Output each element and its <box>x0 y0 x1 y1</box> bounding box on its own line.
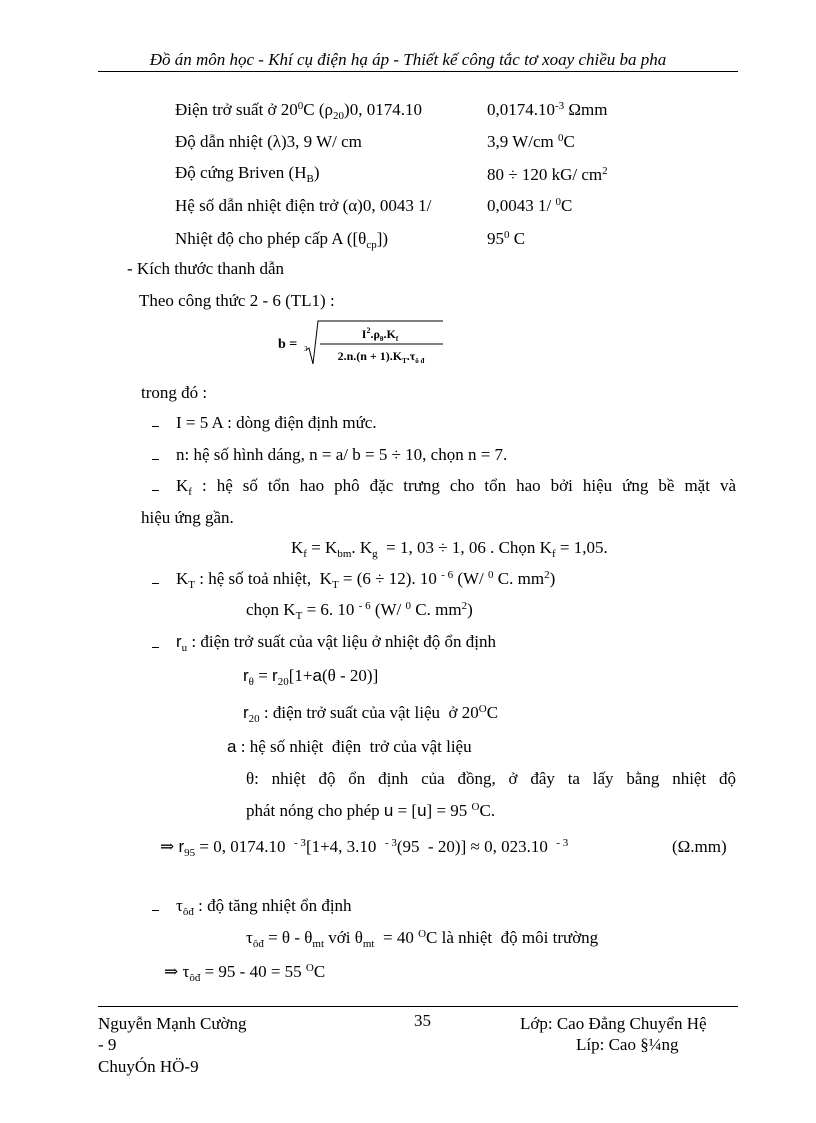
prop-label-conductivity: Độ dẫn nhiệt (λ)3, 9 W/ cm <box>175 132 362 151</box>
prop-value-temp-coeff: 0,0043 1/ $^0$C <box>487 196 573 215</box>
bullet-dash <box>152 426 159 427</box>
item-tau: $\tau_{ôđ}$ : độ tăng nhiệt ổn định <box>176 896 352 918</box>
bullet-dash <box>152 910 159 911</box>
formula-intro: Theo công thức 2 - 6 (TL1) : <box>139 291 335 310</box>
item-kf-line1: $K_f$ : hệ số tổn hao phô đặc trưng cho tổn hao bởi hiệu ứng bề mặt và <box>176 476 736 498</box>
item-kf-eq: $K_f = K_{bm}$. $K_g = 1$, 03 ÷ 1, 06 . Chọn $K_f = 1,05$. <box>291 538 608 560</box>
item-shape-factor: n: hệ số hình dáng, n = a/ b = 5 ÷ 10, chọn n = 7. <box>176 445 508 464</box>
item-r20: $r_{20}$ : điện trở suất của vật liệu ở $20^OC$ <box>243 703 499 725</box>
svg-text:2.n.(n + 1).KT.τô đ: $2.n.(n + 1).K_T.\tau_{ô đ}$ <box>337 349 425 365</box>
item-kf-line2: hiệu ứng gần. <box>141 508 234 527</box>
page-header: Đồ án môn học - Khí cụ điện hạ áp - Thiết kế công tắc tơ xoay chiều ba pha <box>149 50 667 69</box>
formula-b <box>278 318 448 368</box>
bullet-dash <box>152 490 159 491</box>
item-theta-line2: phát nóng cho phép u = [u] = 95 $^O$C. <box>246 801 496 820</box>
prop-value-conductivity: 3,9 W/cm $^0$C <box>487 132 575 151</box>
item-current: I = 5 A : dòng điện định mức. <box>176 413 377 432</box>
footer-author-line1: Nguyễn Mạnh Cường <box>98 1014 247 1033</box>
where-label: trong đó : <box>141 383 208 402</box>
prop-value-hardness: 80 ÷ 120 kG/ $cm^2$ <box>487 165 608 184</box>
prop-label-allowed-temp: Nhiệt độ cho phép cấp A $([\theta_{cp}])$ <box>175 229 389 251</box>
footer-rule <box>98 1006 738 1007</box>
header-rule <box>98 71 738 72</box>
footer-author-line3: ChuyÓn HÖ-9 <box>98 1057 199 1076</box>
prop-value-resistivity: $0,0174.10^{-3}$ Ωmm <box>487 100 608 119</box>
prop-label-hardness: Độ cứng Briven $(H_B)$ <box>175 163 320 185</box>
page-number: 35 <box>414 1011 431 1030</box>
item-rtheta: $r_\theta = r_{20}[1+a(\theta - 20)]$ <box>243 666 379 688</box>
prop-label-temp-coeff: Hệ số dẫn nhiệt điện trở (α)0, 0043 1/ <box>175 196 432 215</box>
footer-class-line1: Lớp: Cao Đẳng Chuyển Hệ <box>520 1014 707 1033</box>
prop-value-allowed-temp: $95^0$ C <box>487 229 526 248</box>
prop-label-resistivity: Điện trở suất ở $20^0C$ $(\rho_{20})0$, 0174.10 <box>175 100 422 122</box>
bullet-dash <box>152 647 159 648</box>
item-r95-unit: (Ω.mm) <box>672 837 727 856</box>
item-tau-result: ⇒ $\tau_{ôđ} = 95 - 40 = 55$ $^O$C <box>164 962 326 984</box>
svg-text:3: 3 <box>304 345 308 353</box>
item-alpha: a : hệ số nhiệt điện trở của vật liệu <box>227 737 472 756</box>
item-r95: ⇒ $r_{95} = 0$, 0174.10 $^{- 3}$[1+4, 3.10 $^{- 3}$(95 - 20)] ≈ 0, 023.10 $^{- 3}$ <box>160 837 569 859</box>
item-kt-line1: $K_T$ : hệ số toả nhiệt, $K_T = (6 \div 12)$. 10 $^{- 6}$ (W/ $^0$ C. $mm^2$) <box>176 569 556 591</box>
item-theta-line1: θ: nhiệt độ ổn định của đồng, ở đây ta lấy bằng nhiệt độ <box>246 769 736 788</box>
svg-text:I2.ρθ.Kf: $I^2.\rho_\theta.K_f$ <box>361 326 399 343</box>
section-heading: - Kích thước thanh dẫn <box>127 259 284 278</box>
formula-graphic <box>278 318 448 368</box>
footer-class-line2: Líp: Cao §¼ng <box>576 1035 679 1054</box>
item-ru: $r_u$ : điện trở suất của vật liệu ở nhiệt độ ổn định <box>176 632 496 654</box>
bullet-dash <box>152 459 159 460</box>
bullet-dash <box>152 583 159 584</box>
item-tau-eq: $\tau_{ôđ} = \theta - \theta_{mt}$ với $\theta_{mt} = 40$ $^O$C là nhiệt độ môi trường <box>246 928 599 950</box>
item-kt-line2: chọn $K_T = 6$. 10 $^{- 6}$ (W/ $^0$ C. $mm^2$) <box>246 600 473 622</box>
svg-text:b =: b = <box>278 337 298 352</box>
footer-author-line2: - 9 <box>98 1035 117 1054</box>
